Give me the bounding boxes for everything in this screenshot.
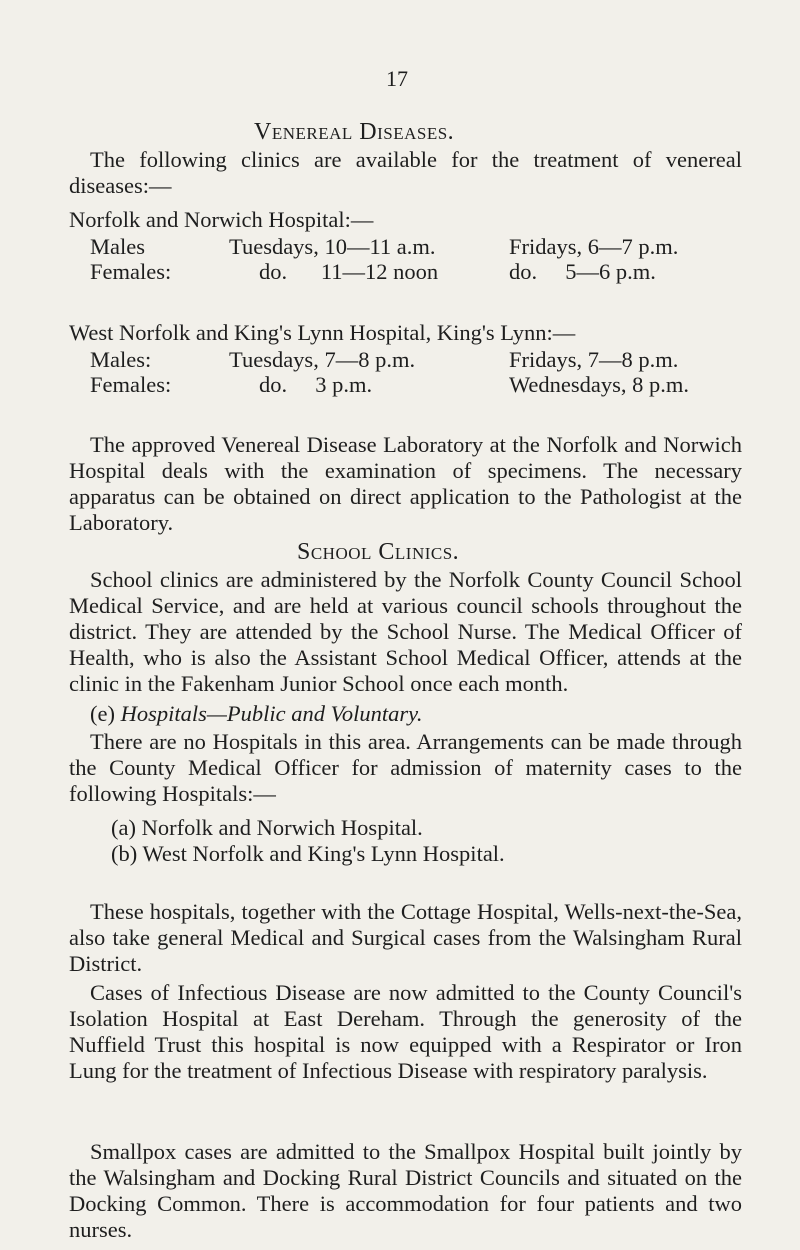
hospital2-name: West Norfolk and King's Lynn Hospital, King's Lynn:— bbox=[69, 320, 576, 345]
h2-row2-label: Females: bbox=[90, 372, 172, 397]
list-text-a: Norfolk and Norwich Hospital. bbox=[141, 815, 423, 840]
h2-row2-day: do. 3 p.m. bbox=[259, 372, 373, 397]
hospitals-paragraph-1: There are no Hospitals in this area. Arrangements can be made through the County Medical Officer for admission of maternity cases to the following Hospitals:— bbox=[69, 729, 742, 806]
school-clinics-paragraph: School clinics are administered by the Norfolk County Council School Medical Service, and are held at various council schools throughout the district. They are attended by the School Nurse. The Medical Officer of Health, who is also the Assistant School Medical Officer, attends at the clinic in the Fakenham Junior School once each month. bbox=[69, 567, 742, 696]
h1-row1-day: Tuesdays, 10—11 a.m. bbox=[229, 234, 436, 259]
h1-row1-label: Males bbox=[90, 234, 145, 259]
hospital-list-item bbox=[111, 815, 423, 841]
venereal-diseases-heading: Venereal Diseases. bbox=[254, 119, 455, 145]
list-text-b: West Norfolk and King's Lynn Hospital. bbox=[142, 841, 505, 866]
vd-intro-paragraph: The following clinics are available for the treatment of venereal diseases:— bbox=[69, 147, 742, 198]
hospitals-heading-line bbox=[90, 701, 423, 727]
hospitals-paragraph-2: These hospitals, together with the Cottage Hospital, Wells-next-the-Sea, also take general Medical and Surgical cases from the Walsingham Rural District. bbox=[69, 899, 742, 976]
lab-paragraph: The approved Venereal Disease Laboratory at the Norfolk and Norwich Hospital deals with the examination of specimens. The necessary apparatus can be obtained on direct application to the Pathologist at the Laboratory. bbox=[69, 432, 742, 535]
h1-row2-label: Females: bbox=[90, 259, 172, 284]
school-clinics-heading: School Clinics. bbox=[297, 539, 460, 565]
h1-row2-day2: do. 5—6 p.m. bbox=[509, 259, 656, 284]
h2-row1-label: Males: bbox=[90, 347, 152, 372]
h2-row1-day2: Fridays, 7—8 p.m. bbox=[509, 347, 679, 372]
hospitals-marker: (e) bbox=[90, 701, 115, 726]
h2-row2-day2: Wednesdays, 8 p.m. bbox=[509, 372, 690, 397]
list-marker-a: (a) bbox=[111, 815, 136, 840]
h1-row1-day2: Fridays, 6—7 p.m. bbox=[509, 234, 679, 259]
list-marker-b: (b) bbox=[111, 841, 138, 866]
hospitals-heading: Hospitals—Public and Voluntary. bbox=[120, 701, 423, 726]
hospital-list-item bbox=[111, 841, 505, 867]
hospitals-paragraph-3: Cases of Infectious Disease are now admitted to the County Council's Isolation Hospital at East Dereham. Through the generosity of the Nuffield Trust this hospital is now equipped with a Respirator or Iron Lung for the treatment of Infectious Disease with respiratory paralysis. bbox=[69, 980, 742, 1083]
h2-row1-day: Tuesdays, 7—8 p.m. bbox=[229, 347, 416, 372]
hospitals-paragraph-4: Smallpox cases are admitted to the Smallpox Hospital built jointly by the Walsingham and Docking Rural District Councils and situated on the Docking Common. There is accommodation for four patients and two nurses. bbox=[69, 1139, 742, 1242]
h1-row2-day: do. 11—12 noon bbox=[259, 259, 439, 284]
hospital1-name: Norfolk and Norwich Hospital:— bbox=[69, 207, 374, 232]
page-number: 17 bbox=[386, 66, 408, 91]
